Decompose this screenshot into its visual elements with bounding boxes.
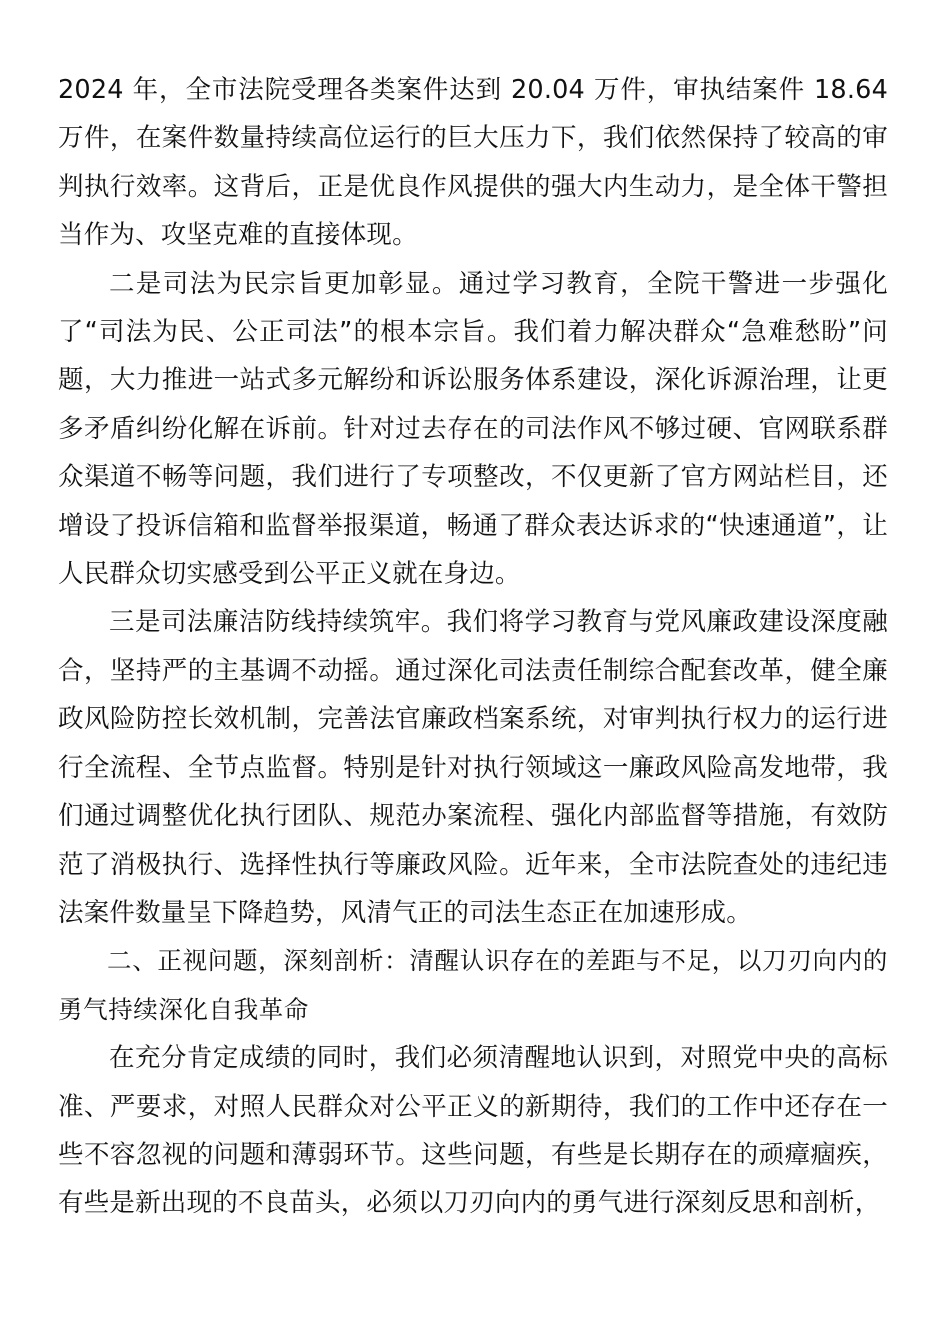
paragraph-case-statistics: 2024 年，全市法院受理各类案件达到 20.04 万件，审执结案件 18.64 万件，在案件数量持续高位运行的巨大压力下，我们依然保持了较高的审判执行效率。这背后，正是优良作风提供的强大内生动力，是全体干警担当作为、攻坚克难的直接体现。: [58, 75, 888, 251]
paragraph-judicial-for-people: 二是司法为民宗旨更加彰显。通过学习教育，全院干警进一步强化了“司法为民、公正司法”的根本宗旨。我们着力解决群众“急难愁盼”问题，大力推进一站式多元解纷和诉讼服务体系建设，深化诉源治理，让更多矛盾纠纷化解在诉前。针对过去存在的司法作风不够过硬、官网联系群众渠道不畅等问题，我们进行了专项整改，不仅更新了官方网站栏目，还增设了投诉信箱和监督举报渠道，畅通了群众表达诉求的“快速通道”，让人民群众切实感受到公平正义就在身边。: [58, 268, 888, 590]
document-page: [58, 66, 888, 1228]
paragraph-judicial-integrity: 三是司法廉洁防线持续筑牢。我们将学习教育与党风廉政建设深度融合，坚持严的主基调不动摇。通过深化司法责任制综合配套改革，健全廉政风险防控长效机制，完善法官廉政档案系统，对审判执行权力的运行进行全流程、全节点监督。特别是针对执行领域这一廉政风险高发地带，我们通过调整优化执行团队、规范办案流程、强化内部监督等措施，有效防范了消极执行、选择性执行等廉政风险。近年来，全市法院查处的违纪违法案件数量呈下降趋势，风清气正的司法生态正在加速形成。: [58, 607, 888, 928]
paragraph-problem-recognition: 在充分肯定成绩的同时，我们必须清醒地认识到，对照党中央的高标准、严要求，对照人民群众对公平正义的新期待，我们的工作中还存在一些不容忽视的问题和薄弱环节。这些问题，有些是长期存在的顽瘴痼疾，有些是新出现的不良苗头，必须以刀刃向内的勇气进行深刻反思和剖析，: [58, 1043, 888, 1219]
section-heading-problems: 二、正视问题，深刻剖析：清醒认识存在的差距与不足，以刀刃向内的勇气持续深化自我革命: [58, 946, 888, 1024]
